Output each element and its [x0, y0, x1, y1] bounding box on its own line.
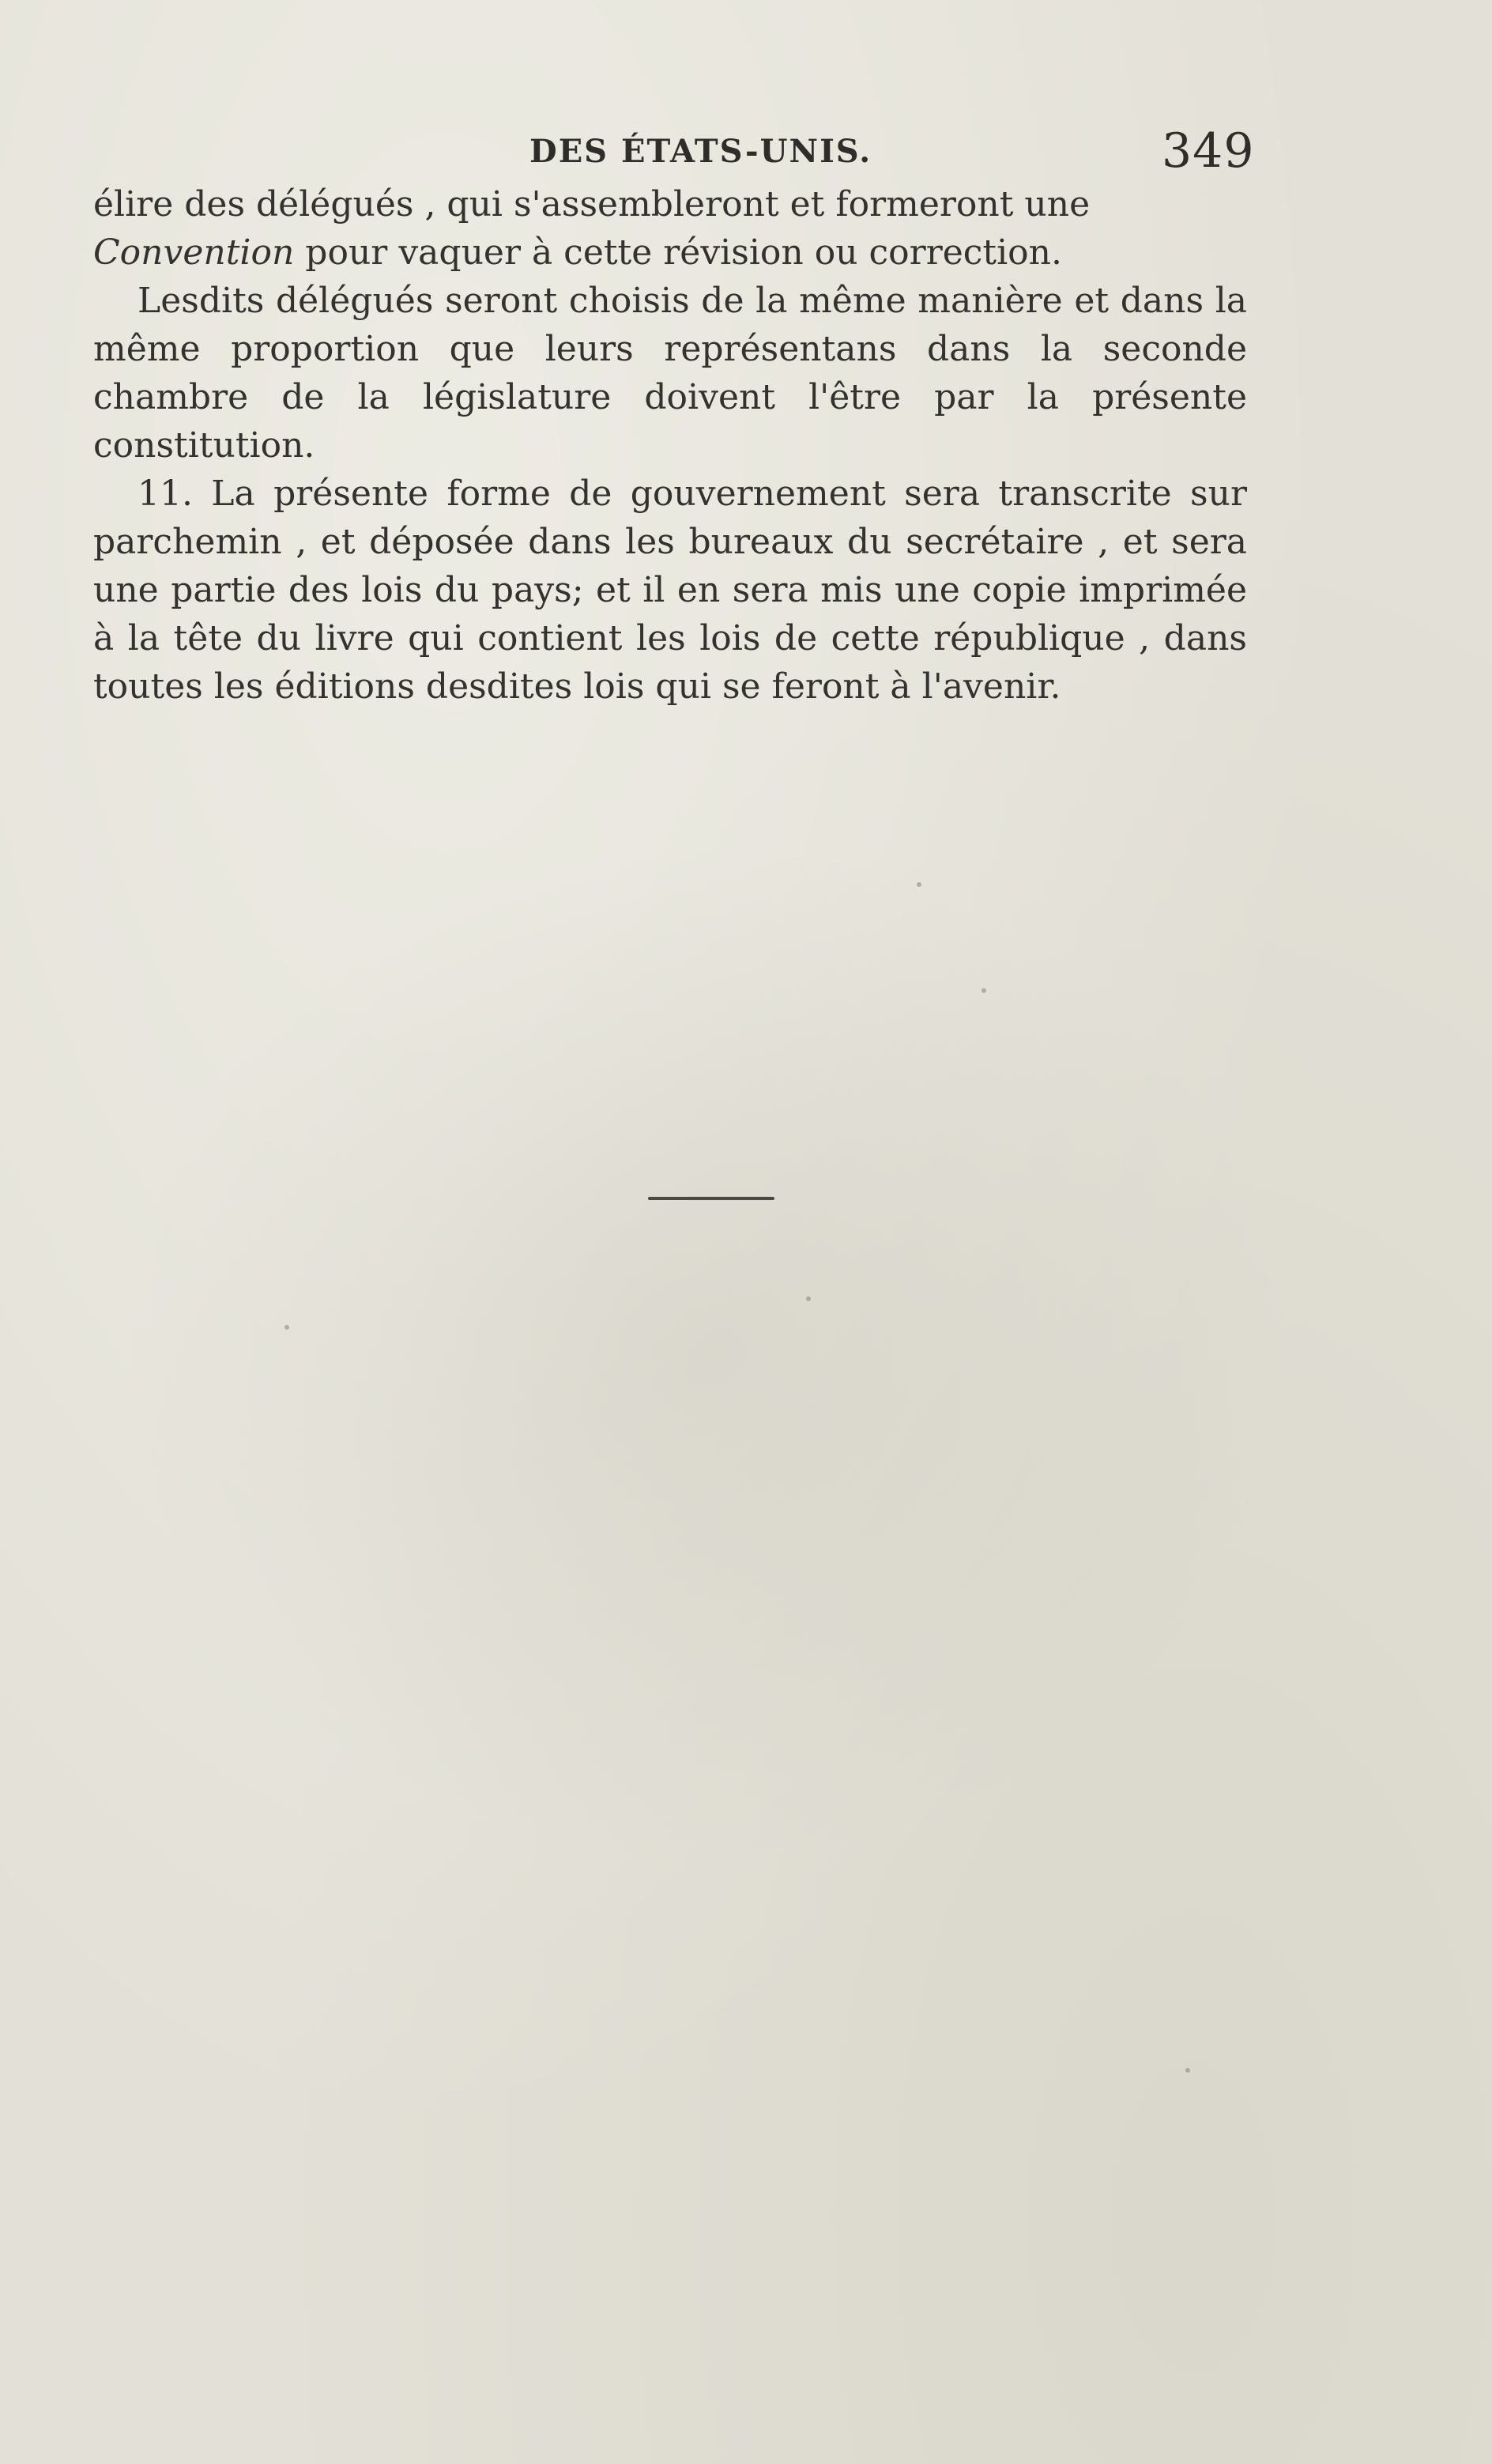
convention-italic: Convention [93, 232, 295, 273]
section-end-rule [648, 1197, 774, 1200]
paragraph-convention [93, 180, 1247, 277]
running-title: DES ÉTATS-UNIS. [529, 133, 872, 170]
show-through-bleed [119, 838, 1288, 1866]
paragraph-article-11: 11. La présente forme de gouvernement sera transcrite sur parchemin , et déposée dans les bureaux du secrétaire , et sera une partie des lois du pays; et il en sera mis une copie imprimée à la tête du livre qui contient les lois de cette république , dans toutes les éditions desdites lois qui se feront à l'avenir. [93, 474, 1247, 707]
paper-speck [917, 882, 921, 887]
page-header [0, 123, 1492, 180]
paper-speck [806, 1296, 811, 1301]
body-text [93, 180, 1247, 711]
paragraph-delegates: Lesdits délégués seront choisis de la même manière et dans la même proportion que leurs représentans dans la seconde chambre de la législature doivent l'être par la présente constitution. [93, 281, 1247, 466]
paper-speck [1185, 2068, 1190, 2073]
page-number: 349 [1162, 123, 1255, 179]
paragraph-convention-text: élire des délégués , qui s'assembleront et formeront une [93, 184, 1091, 225]
paragraph-convention-end: pour vaquer à cette révision ou correction. [294, 232, 1062, 273]
paper-speck [981, 988, 986, 993]
paper-speck [284, 1325, 289, 1330]
